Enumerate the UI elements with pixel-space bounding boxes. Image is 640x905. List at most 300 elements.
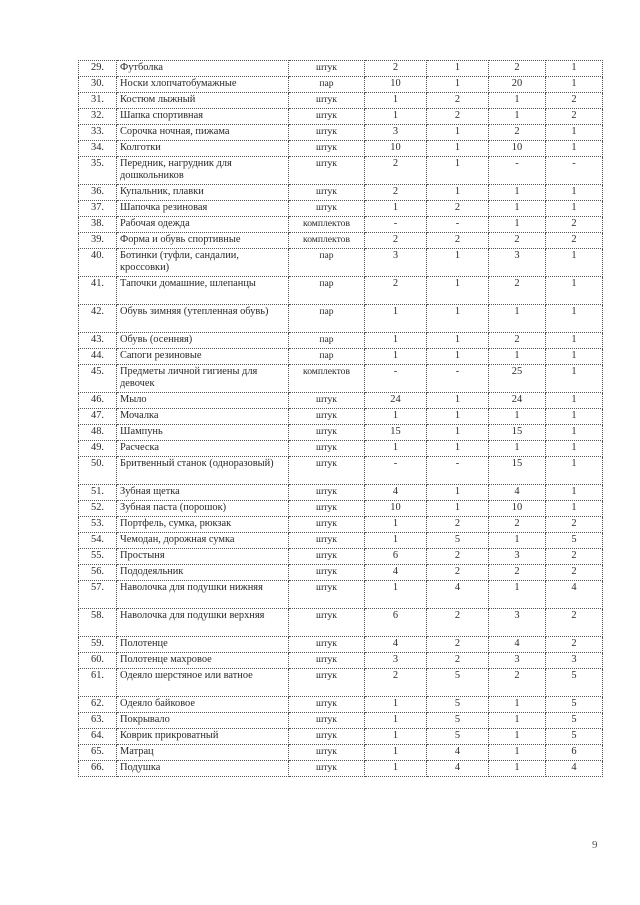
row-number-cell: 31.	[79, 93, 117, 109]
quantity-cell: 2	[489, 233, 546, 249]
table-row	[79, 125, 603, 141]
quantity-cell: -	[365, 217, 427, 233]
wear-period-cell: 4	[546, 581, 603, 609]
unit-cell: штук	[289, 637, 365, 653]
unit-cell: штук	[289, 61, 365, 77]
table-row	[79, 409, 603, 425]
unit-cell: штук	[289, 93, 365, 109]
unit-cell: штук	[289, 761, 365, 777]
wear-period-cell: 5	[546, 713, 603, 729]
wear-period-cell: 1	[546, 409, 603, 425]
unit-cell: пар	[289, 349, 365, 365]
quantity-cell: 1	[489, 761, 546, 777]
row-number-cell: 46.	[79, 393, 117, 409]
row-number-cell: 47.	[79, 409, 117, 425]
item-name-cell: Шапка спортивная	[117, 109, 289, 125]
quantity-cell: 2	[365, 185, 427, 201]
quantity-cell: 15	[489, 457, 546, 485]
wear-period-cell: 1	[427, 185, 489, 201]
wear-period-cell: 2	[427, 233, 489, 249]
wear-period-cell: 1	[546, 61, 603, 77]
quantity-cell: 24	[489, 393, 546, 409]
item-name-cell: Сорочка ночная, пижама	[117, 125, 289, 141]
quantity-cell: 1	[365, 349, 427, 365]
wear-period-cell: 2	[546, 549, 603, 565]
wear-period-cell: 1	[546, 185, 603, 201]
quantity-cell: 1	[365, 581, 427, 609]
quantity-cell: 20	[489, 77, 546, 93]
unit-cell: штук	[289, 745, 365, 761]
item-name-cell: Обувь (осенняя)	[117, 333, 289, 349]
table-row	[79, 393, 603, 409]
quantity-cell: 1	[365, 697, 427, 713]
wear-period-cell: 2	[427, 653, 489, 669]
row-number-cell: 30.	[79, 77, 117, 93]
row-number-cell: 36.	[79, 185, 117, 201]
wear-period-cell: 1	[427, 249, 489, 277]
unit-cell: штук	[289, 501, 365, 517]
wear-period-cell: 1	[427, 77, 489, 93]
item-name-cell: Форма и обувь спортивные	[117, 233, 289, 249]
wear-period-cell: 4	[427, 745, 489, 761]
wear-period-cell: 5	[546, 533, 603, 549]
item-name-cell: Футболка	[117, 61, 289, 77]
supply-norms-table	[78, 60, 603, 777]
item-name-cell: Полотенце махровое	[117, 653, 289, 669]
table-row	[79, 441, 603, 457]
quantity-cell: 6	[365, 609, 427, 637]
wear-period-cell: 5	[427, 713, 489, 729]
unit-cell: комплектов	[289, 233, 365, 249]
row-number-cell: 57.	[79, 581, 117, 609]
quantity-cell: 15	[365, 425, 427, 441]
unit-cell: штук	[289, 609, 365, 637]
item-name-cell: Одеяло шерстяное или ватное	[117, 669, 289, 697]
item-name-cell: Зубная щетка	[117, 485, 289, 501]
table-row	[79, 609, 603, 637]
wear-period-cell: 5	[546, 729, 603, 745]
wear-period-cell: 1	[546, 141, 603, 157]
wear-period-cell: -	[546, 157, 603, 185]
wear-period-cell: 1	[546, 393, 603, 409]
quantity-cell: 3	[489, 653, 546, 669]
table-body	[79, 61, 603, 777]
quantity-cell: 3	[489, 609, 546, 637]
wear-period-cell: 2	[427, 517, 489, 533]
row-number-cell: 59.	[79, 637, 117, 653]
wear-period-cell: 1	[427, 349, 489, 365]
quantity-cell: 1	[365, 517, 427, 533]
wear-period-cell: 2	[546, 637, 603, 653]
wear-period-cell: 5	[427, 729, 489, 745]
wear-period-cell: 1	[546, 349, 603, 365]
wear-period-cell: 2	[427, 549, 489, 565]
item-name-cell: Наволочка для подушки верхняя	[117, 609, 289, 637]
unit-cell: штук	[289, 409, 365, 425]
wear-period-cell: 1	[427, 333, 489, 349]
wear-period-cell: -	[427, 217, 489, 233]
row-number-cell: 56.	[79, 565, 117, 581]
table-row	[79, 305, 603, 333]
item-name-cell: Покрывало	[117, 713, 289, 729]
wear-period-cell: 4	[427, 581, 489, 609]
item-name-cell: Рабочая одежда	[117, 217, 289, 233]
wear-period-cell: 2	[546, 233, 603, 249]
table-row	[79, 549, 603, 565]
quantity-cell: 1	[489, 713, 546, 729]
wear-period-cell: 2	[427, 565, 489, 581]
quantity-cell: 2	[489, 333, 546, 349]
wear-period-cell: 2	[546, 93, 603, 109]
quantity-cell: 1	[489, 697, 546, 713]
item-name-cell: Зубная паста (порошок)	[117, 501, 289, 517]
table-row	[79, 185, 603, 201]
table-row	[79, 425, 603, 441]
quantity-cell: 1	[489, 201, 546, 217]
table-row	[79, 277, 603, 305]
quantity-cell: 1	[489, 409, 546, 425]
wear-period-cell: 2	[546, 517, 603, 533]
unit-cell: штук	[289, 457, 365, 485]
wear-period-cell: 2	[546, 217, 603, 233]
table-row	[79, 93, 603, 109]
wear-period-cell: 1	[427, 61, 489, 77]
quantity-cell: 1	[489, 581, 546, 609]
quantity-cell: 1	[489, 729, 546, 745]
row-number-cell: 51.	[79, 485, 117, 501]
unit-cell: пар	[289, 333, 365, 349]
row-number-cell: 58.	[79, 609, 117, 637]
table-row	[79, 517, 603, 533]
quantity-cell: 4	[365, 637, 427, 653]
quantity-cell: 10	[489, 141, 546, 157]
quantity-cell: 1	[489, 109, 546, 125]
table-row	[79, 565, 603, 581]
unit-cell: пар	[289, 277, 365, 305]
table-row	[79, 697, 603, 713]
row-number-cell: 48.	[79, 425, 117, 441]
quantity-cell: -	[365, 457, 427, 485]
unit-cell: пар	[289, 249, 365, 277]
row-number-cell: 37.	[79, 201, 117, 217]
row-number-cell: 42.	[79, 305, 117, 333]
quantity-cell: 1	[365, 93, 427, 109]
quantity-cell: 1	[365, 333, 427, 349]
wear-period-cell: 1	[546, 277, 603, 305]
quantity-cell: 1	[365, 201, 427, 217]
item-name-cell: Носки хлопчатобумажные	[117, 77, 289, 93]
table-row	[79, 581, 603, 609]
table-row	[79, 745, 603, 761]
quantity-cell: 4	[489, 485, 546, 501]
quantity-cell: 4	[489, 637, 546, 653]
row-number-cell: 39.	[79, 233, 117, 249]
item-name-cell: Подушка	[117, 761, 289, 777]
row-number-cell: 64.	[79, 729, 117, 745]
table-row	[79, 141, 603, 157]
row-number-cell: 43.	[79, 333, 117, 349]
wear-period-cell: -	[427, 365, 489, 393]
quantity-cell: 1	[365, 305, 427, 333]
row-number-cell: 55.	[79, 549, 117, 565]
row-number-cell: 63.	[79, 713, 117, 729]
wear-period-cell: 1	[546, 249, 603, 277]
wear-period-cell: 1	[427, 393, 489, 409]
item-name-cell: Обувь зимняя (утепленная обувь)	[117, 305, 289, 333]
wear-period-cell: 1	[427, 409, 489, 425]
wear-period-cell: 1	[546, 485, 603, 501]
unit-cell: пар	[289, 305, 365, 333]
row-number-cell: 38.	[79, 217, 117, 233]
item-name-cell: Портфель, сумка, рюкзак	[117, 517, 289, 533]
row-number-cell: 60.	[79, 653, 117, 669]
quantity-cell: 2	[489, 517, 546, 533]
quantity-cell: 25	[489, 365, 546, 393]
wear-period-cell: 6	[546, 745, 603, 761]
quantity-cell: 4	[365, 485, 427, 501]
table-row	[79, 109, 603, 125]
item-name-cell: Пододеяльник	[117, 565, 289, 581]
quantity-cell: 10	[365, 77, 427, 93]
table-row	[79, 653, 603, 669]
table-row	[79, 201, 603, 217]
row-number-cell: 62.	[79, 697, 117, 713]
quantity-cell: 2	[489, 669, 546, 697]
wear-period-cell: 1	[546, 441, 603, 457]
table-row	[79, 233, 603, 249]
quantity-cell: 3	[489, 549, 546, 565]
item-name-cell: Колготки	[117, 141, 289, 157]
item-name-cell: Передник, нагрудник для дошкольников	[117, 157, 289, 185]
item-name-cell: Костюм лыжный	[117, 93, 289, 109]
wear-period-cell: 5	[427, 533, 489, 549]
table-row	[79, 333, 603, 349]
wear-period-cell: 1	[546, 425, 603, 441]
unit-cell: штук	[289, 729, 365, 745]
table-row	[79, 61, 603, 77]
wear-period-cell: 2	[546, 609, 603, 637]
wear-period-cell: 1	[546, 333, 603, 349]
table-row	[79, 713, 603, 729]
item-name-cell: Коврик прикроватный	[117, 729, 289, 745]
item-name-cell: Полотенце	[117, 637, 289, 653]
quantity-cell: 6	[365, 549, 427, 565]
unit-cell: штук	[289, 565, 365, 581]
quantity-cell: 1	[365, 441, 427, 457]
row-number-cell: 45.	[79, 365, 117, 393]
table-row	[79, 485, 603, 501]
row-number-cell: 52.	[79, 501, 117, 517]
item-name-cell: Сапоги резиновые	[117, 349, 289, 365]
wear-period-cell: 2	[427, 109, 489, 125]
unit-cell: штук	[289, 517, 365, 533]
quantity-cell: 1	[489, 185, 546, 201]
wear-period-cell: -	[427, 457, 489, 485]
table-row	[79, 249, 603, 277]
quantity-cell: 1	[365, 713, 427, 729]
table-row	[79, 761, 603, 777]
row-number-cell: 61.	[79, 669, 117, 697]
unit-cell: пар	[289, 77, 365, 93]
quantity-cell: 3	[365, 249, 427, 277]
wear-period-cell: 1	[546, 305, 603, 333]
item-name-cell: Одеяло байковое	[117, 697, 289, 713]
wear-period-cell: 1	[427, 485, 489, 501]
quantity-cell: 1	[365, 409, 427, 425]
quantity-cell: -	[365, 365, 427, 393]
table-row	[79, 217, 603, 233]
quantity-cell: 2	[365, 669, 427, 697]
unit-cell: штук	[289, 441, 365, 457]
table-row	[79, 669, 603, 697]
item-name-cell: Шапочка резиновая	[117, 201, 289, 217]
unit-cell: штук	[289, 125, 365, 141]
item-name-cell: Бритвенный станок (одноразовый)	[117, 457, 289, 485]
wear-period-cell: 1	[546, 501, 603, 517]
item-name-cell: Матрац	[117, 745, 289, 761]
wear-period-cell: 2	[427, 609, 489, 637]
item-name-cell: Мочалка	[117, 409, 289, 425]
quantity-cell: 1	[489, 349, 546, 365]
row-number-cell: 35.	[79, 157, 117, 185]
quantity-cell: 2	[365, 233, 427, 249]
item-name-cell: Наволочка для подушки нижняя	[117, 581, 289, 609]
quantity-cell: 24	[365, 393, 427, 409]
quantity-cell: 2	[489, 277, 546, 305]
wear-period-cell: 1	[427, 501, 489, 517]
unit-cell: штук	[289, 157, 365, 185]
table-row	[79, 533, 603, 549]
wear-period-cell: 1	[427, 277, 489, 305]
page-number: 9	[592, 839, 598, 851]
wear-period-cell: 3	[546, 653, 603, 669]
quantity-cell: 2	[489, 125, 546, 141]
item-name-cell: Расческа	[117, 441, 289, 457]
quantity-cell: -	[489, 157, 546, 185]
wear-period-cell: 5	[546, 669, 603, 697]
item-name-cell: Тапочки домашние, шлепанцы	[117, 277, 289, 305]
item-name-cell: Чемодан, дорожная сумка	[117, 533, 289, 549]
row-number-cell: 50.	[79, 457, 117, 485]
table-row	[79, 457, 603, 485]
table-row	[79, 77, 603, 93]
unit-cell: штук	[289, 109, 365, 125]
table-row	[79, 637, 603, 653]
quantity-cell: 2	[365, 61, 427, 77]
quantity-cell: 3	[365, 125, 427, 141]
item-name-cell: Простыня	[117, 549, 289, 565]
wear-period-cell: 1	[427, 305, 489, 333]
row-number-cell: 54.	[79, 533, 117, 549]
unit-cell: штук	[289, 533, 365, 549]
wear-period-cell: 1	[546, 457, 603, 485]
document-page	[78, 60, 602, 777]
quantity-cell: 2	[489, 61, 546, 77]
quantity-cell: 2	[365, 157, 427, 185]
row-number-cell: 33.	[79, 125, 117, 141]
quantity-cell: 3	[489, 249, 546, 277]
wear-period-cell: 4	[546, 761, 603, 777]
wear-period-cell: 1	[546, 77, 603, 93]
unit-cell: штук	[289, 185, 365, 201]
wear-period-cell: 2	[427, 201, 489, 217]
wear-period-cell: 1	[427, 141, 489, 157]
wear-period-cell: 5	[427, 669, 489, 697]
quantity-cell: 1	[489, 305, 546, 333]
row-number-cell: 29.	[79, 61, 117, 77]
unit-cell: штук	[289, 669, 365, 697]
item-name-cell: Купальник, плавки	[117, 185, 289, 201]
table-row	[79, 365, 603, 393]
unit-cell: штук	[289, 653, 365, 669]
quantity-cell: 1	[489, 93, 546, 109]
table-row	[79, 729, 603, 745]
quantity-cell: 1	[365, 729, 427, 745]
quantity-cell: 1	[365, 745, 427, 761]
row-number-cell: 32.	[79, 109, 117, 125]
wear-period-cell: 1	[546, 201, 603, 217]
wear-period-cell: 4	[427, 761, 489, 777]
quantity-cell: 2	[489, 565, 546, 581]
row-number-cell: 40.	[79, 249, 117, 277]
quantity-cell: 10	[365, 141, 427, 157]
item-name-cell: Мыло	[117, 393, 289, 409]
row-number-cell: 66.	[79, 761, 117, 777]
quantity-cell: 10	[365, 501, 427, 517]
quantity-cell: 1	[489, 533, 546, 549]
quantity-cell: 1	[365, 109, 427, 125]
row-number-cell: 53.	[79, 517, 117, 533]
quantity-cell: 1	[365, 761, 427, 777]
wear-period-cell: 2	[427, 93, 489, 109]
wear-period-cell: 1	[546, 365, 603, 393]
item-name-cell: Шампунь	[117, 425, 289, 441]
unit-cell: штук	[289, 713, 365, 729]
row-number-cell: 49.	[79, 441, 117, 457]
item-name-cell: Предметы личной гигиены для девочек	[117, 365, 289, 393]
wear-period-cell: 5	[427, 697, 489, 713]
row-number-cell: 34.	[79, 141, 117, 157]
wear-period-cell: 1	[546, 125, 603, 141]
unit-cell: комплектов	[289, 365, 365, 393]
wear-period-cell: 2	[546, 109, 603, 125]
unit-cell: комплектов	[289, 217, 365, 233]
item-name-cell: Ботинки (туфли, сандалии, кроссовки)	[117, 249, 289, 277]
wear-period-cell: 1	[427, 157, 489, 185]
unit-cell: штук	[289, 141, 365, 157]
row-number-cell: 44.	[79, 349, 117, 365]
wear-period-cell: 1	[427, 125, 489, 141]
unit-cell: штук	[289, 425, 365, 441]
quantity-cell: 1	[365, 533, 427, 549]
wear-period-cell: 1	[427, 441, 489, 457]
quantity-cell: 1	[489, 745, 546, 761]
unit-cell: штук	[289, 581, 365, 609]
wear-period-cell: 2	[427, 637, 489, 653]
quantity-cell: 10	[489, 501, 546, 517]
quantity-cell: 1	[489, 441, 546, 457]
unit-cell: штук	[289, 201, 365, 217]
table-row	[79, 349, 603, 365]
quantity-cell: 4	[365, 565, 427, 581]
quantity-cell: 2	[365, 277, 427, 305]
row-number-cell: 65.	[79, 745, 117, 761]
table-row	[79, 157, 603, 185]
wear-period-cell: 2	[546, 565, 603, 581]
table-row	[79, 501, 603, 517]
unit-cell: штук	[289, 393, 365, 409]
quantity-cell: 1	[489, 217, 546, 233]
